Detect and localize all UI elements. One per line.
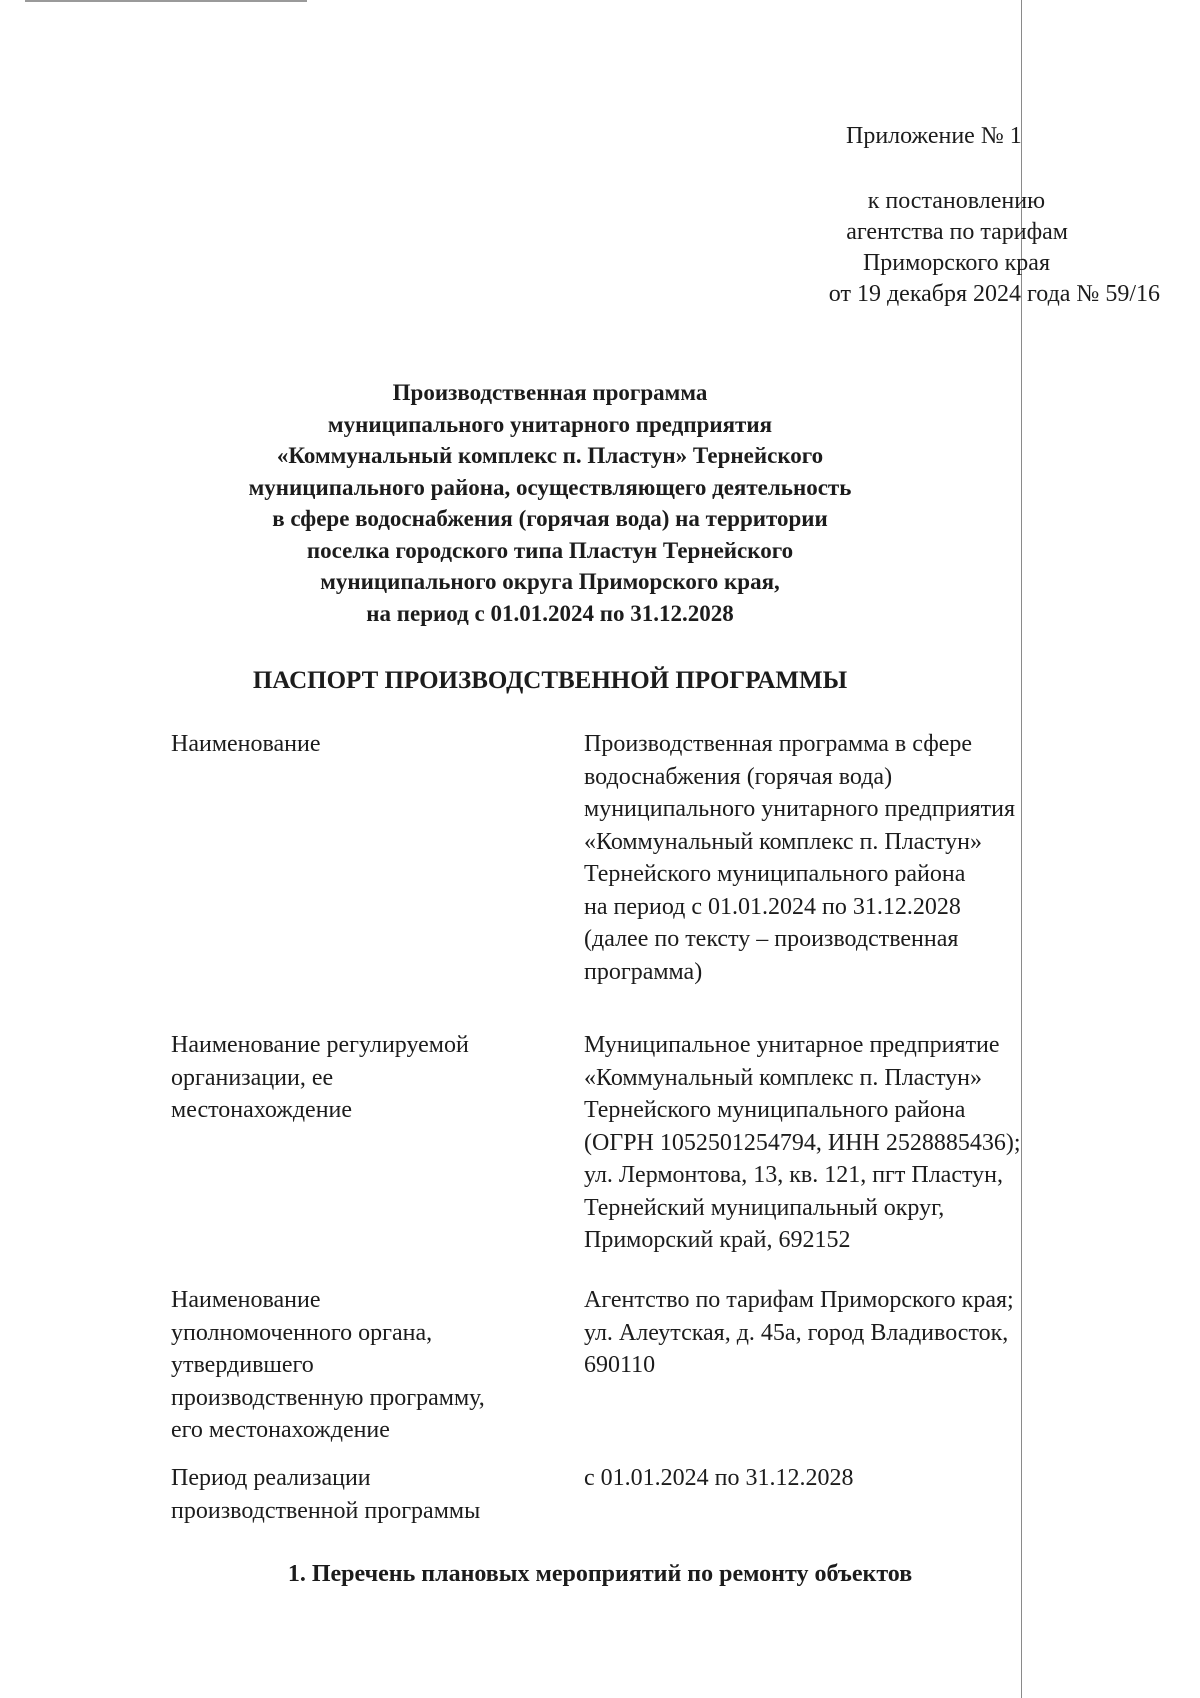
passport-row-value <box>584 1029 1144 1257</box>
program-title-line: муниципального унитарного предприятия <box>327 411 773 437</box>
program-title-line: «Коммунальный комплекс п. Пластун» Тернейского <box>276 443 824 468</box>
resolution-line: от 19 декабря 2024 года № 59/16 <box>828 281 1160 307</box>
value-line: водоснабжения (горячая вода) <box>584 763 893 790</box>
value-line: с 01.01.2024 по 31.12.2028 <box>584 1465 854 1491</box>
label-line: производственную программу, <box>171 1384 485 1411</box>
value-line: Приморский край, 692152 <box>584 1227 851 1253</box>
value-line: ул. Алеутская, д. 45а, город Владивосток, <box>584 1319 1009 1346</box>
resolution-line: Приморского края <box>862 250 1050 276</box>
value-line: «Коммунальный комплекс п. Пластун» <box>584 828 983 855</box>
value-line: 690110 <box>584 1352 656 1378</box>
program-title-line: на период с 01.01.2024 по 31.12.2028 <box>366 600 734 626</box>
label-line: его местонахождение <box>171 1417 390 1443</box>
label-line: Наименование <box>171 731 321 757</box>
label-line: Период реализации <box>171 1465 371 1491</box>
label-line: местонахождение <box>171 1097 353 1123</box>
passport-row-label <box>171 728 571 761</box>
passport-row-value <box>584 1462 1144 1495</box>
value-line: «Коммунальный комплекс п. Пластун» <box>584 1064 983 1091</box>
label-line: уполномоченного органа, <box>171 1319 433 1346</box>
passport-row-label <box>171 1029 571 1127</box>
scan-edge-mark <box>25 0 307 2</box>
value-line: Агентство по тарифам Приморского края; <box>584 1287 1014 1313</box>
label-line: утвердившего <box>171 1352 314 1378</box>
program-title-line: Производственная программа <box>392 380 708 405</box>
passport-row-label <box>171 1462 571 1527</box>
value-line: муниципального унитарного предприятия <box>584 796 1015 822</box>
section-1-heading: 1. Перечень плановых мероприятий по ремонту объектов <box>287 1561 913 1587</box>
value-line: на период с 01.01.2024 по 31.12.2028 <box>584 893 961 920</box>
value-line: Тернейского муниципального района <box>584 1097 966 1123</box>
label-line: Наименование <box>171 1287 321 1313</box>
value-line: Муниципальное унитарное предприятие <box>584 1032 1000 1058</box>
value-line: Тернейский муниципальный округ, <box>584 1194 945 1221</box>
passport-row-label <box>171 1284 571 1447</box>
label-line: Наименование регулируемой <box>171 1032 469 1058</box>
passport-row-value <box>584 1284 1144 1382</box>
program-title-line: в сфере водоснабжения (горячая вода) на территории <box>272 506 828 531</box>
label-line: производственной программы <box>171 1497 481 1524</box>
program-title-line: муниципального округа Приморского края, <box>320 569 780 594</box>
appendix-label: Приложение № 1 <box>846 123 1022 149</box>
program-title-line: поселка городского типа Пластун Тернейского <box>306 537 794 563</box>
value-line: программа) <box>584 958 703 985</box>
program-title <box>150 377 950 629</box>
program-title-line: муниципального района, осуществляющего деятельность <box>248 474 852 500</box>
value-line: ул. Лермонтова, 13, кв. 121, пгт Пластун, <box>584 1162 1003 1188</box>
value-line: Тернейского муниципального района <box>584 861 966 887</box>
value-line: Производственная программа в сфере <box>584 731 973 757</box>
resolution-line: к постановлению <box>867 188 1045 214</box>
label-line: организации, ее <box>171 1064 334 1091</box>
passport-title: ПАСПОРТ ПРОИЗВОДСТВЕННОЙ ПРОГРАММЫ <box>252 667 848 694</box>
value-line: (далее по тексту – производственная <box>584 926 959 952</box>
value-line: (ОГРН 1052501254794, ИНН 2528885436); <box>584 1129 1021 1156</box>
resolution-reference <box>680 186 1160 310</box>
resolution-line: агентства по тарифам <box>846 219 1068 245</box>
passport-row-value <box>584 728 1144 988</box>
